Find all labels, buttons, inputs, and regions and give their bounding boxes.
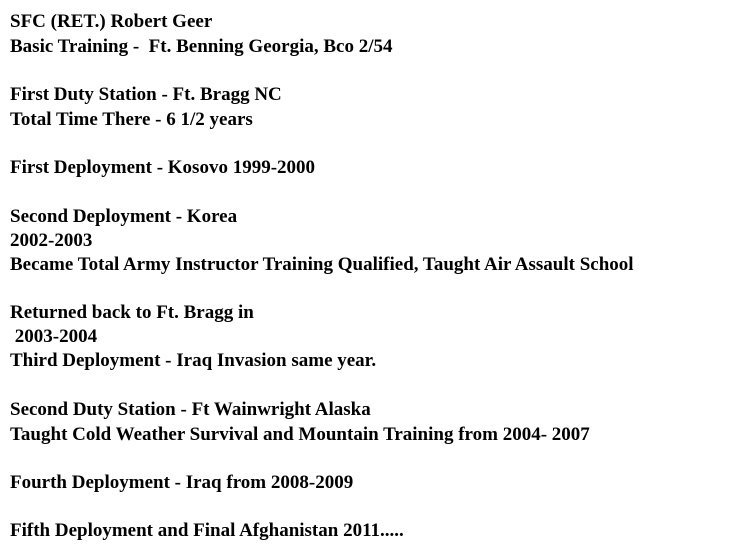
returned-to-bragg-line: Returned back to Ft. Bragg in: [10, 302, 254, 323]
total-time-line: Total Time There - 6 1/2 years: [10, 109, 253, 130]
fourth-deployment-line: Fourth Deployment - Iraq from 2008-2009: [10, 472, 354, 493]
second-deployment-years-line: 2002-2003: [10, 230, 93, 251]
second-duty-station-line: Second Duty Station - Ft Wainwright Alaska: [10, 399, 371, 420]
return-years-line: 2003-2004: [10, 326, 98, 347]
cold-weather-training-line: Taught Cold Weather Survival and Mountain Training from 2004- 2007: [10, 424, 590, 445]
third-deployment-line: Third Deployment - Iraq Invasion same year.: [10, 350, 377, 371]
first-deployment-line: First Deployment - Kosovo 1999-2000: [10, 157, 316, 178]
instructor-qualification-line: Became Total Army Instructor Training Qualified, Taught Air Assault School: [10, 254, 634, 275]
fifth-deployment-line: Fifth Deployment and Final Afghanistan 2011.....: [10, 520, 404, 541]
second-deployment-line: Second Deployment - Korea: [10, 206, 238, 227]
basic-training-line: Basic Training - Ft. Benning Georgia, Bco 2/54: [10, 36, 393, 57]
first-duty-station-line: First Duty Station - Ft. Bragg NC: [10, 84, 282, 105]
name-heading: SFC (RET.) Robert Geer: [10, 11, 213, 32]
